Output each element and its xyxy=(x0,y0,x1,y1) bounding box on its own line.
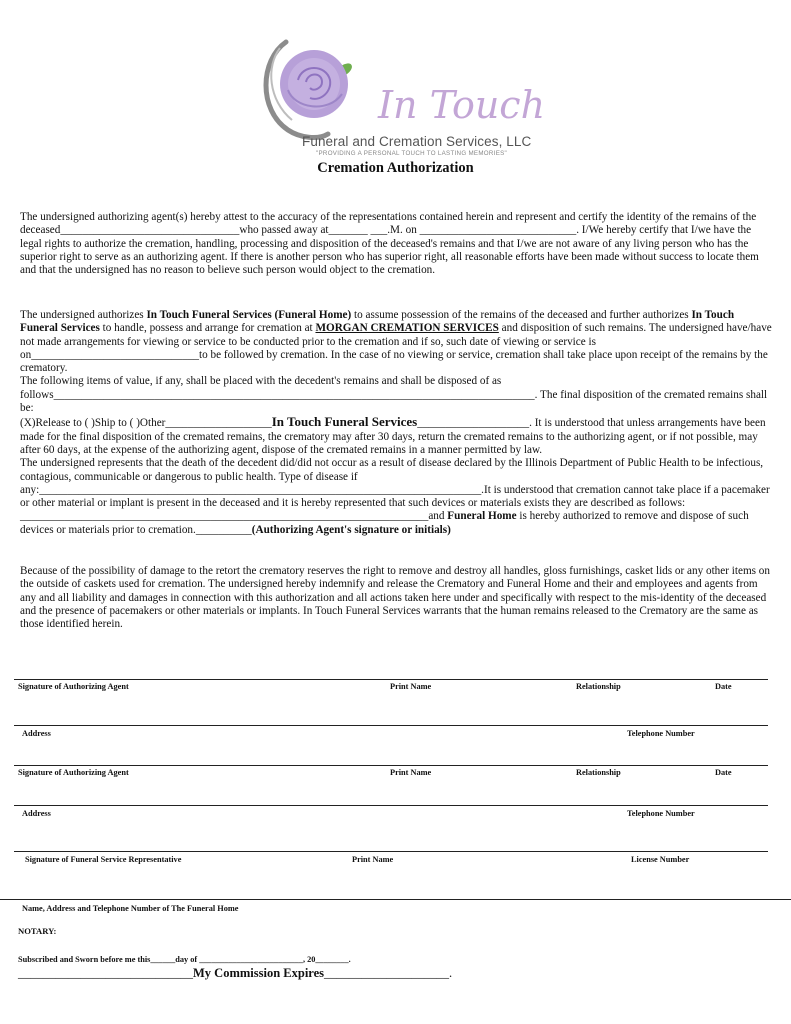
signature-line-representative[interactable] xyxy=(14,851,768,852)
address-2-label: Address xyxy=(22,809,51,818)
attestation-text: The undersigned authorizing agent(s) hereby attest to the accuracy of the representations contained herein and represent and certify the identity of the remains of the deceased________________________________who passed away at_______ ___.M. on ____________________________. I/We hereby certify that I/we have the legal rights to authorize the cremation, handling, processing and disposition of the deceased's remains and that I/we are not aware of any living person who has the superior right to serve as an authorizing agent. If there is another person who has superior right, all reasonable efforts have been made without success to locate them and that the undersigned has no reason to believe such person would object to the cremation. xyxy=(20,211,759,277)
page-title: Cremation Authorization xyxy=(317,160,474,176)
items-of-value-text: The following items of value, if any, shall be placed with the decedent's remains and shall be disposed of as follows______________________________________________________________________________________. The final disposition of the cremated remains shall be: xyxy=(20,375,768,415)
signature-line-agent-2[interactable] xyxy=(14,765,768,766)
telephone-1-label: Telephone Number xyxy=(627,729,695,738)
date-2-label: Date xyxy=(715,768,732,777)
company-name: Funeral and Cremation Services, LLC xyxy=(302,134,532,149)
indemnity-paragraph xyxy=(20,565,772,631)
attestation-paragraph xyxy=(20,211,772,277)
disease-text: The undersigned represents that the death of the decedent did/did not occur as a result of disease declared by the Illinois Department of Public Health to be infectious, contagious, communicable or dangerous to public health. Type of disease if any:_______________________________________________________________________________.It is understood that cremation cannot take place if a pacemaker or other material or implant is present in the deceased and it is hereby represented that such devices or materials exists they are described as follows: _________________________________________________________________________and Funeral Home is hereby authorized to remove and dispose of such devices or materials prior to cremation.__________(Authorizing Agent's signature or initials) xyxy=(20,457,770,536)
company-tagline: "PROVIDING A PERSONAL TOUCH TO LASTING MEMORIES" xyxy=(316,150,508,157)
print-name-2-label: Print Name xyxy=(390,768,432,777)
commission-line[interactable]: ____________________________My Commission Expires____________________. xyxy=(18,966,453,980)
signature-line-agent-1[interactable] xyxy=(14,679,768,680)
funeral-home-label: Name, Address and Telephone Number of The Funeral Home xyxy=(22,904,239,913)
disposition-fill: In Touch Funeral Services xyxy=(271,414,418,430)
telephone-2-label: Telephone Number xyxy=(627,809,695,818)
funeral-home-line[interactable] xyxy=(0,899,791,900)
indemnity-text: Because of the possibility of damage to the retort the crematory reserves the right to remove and destroy all handles, gloss furnishings, casket lids or any other items on the outside of caskets used for cremation. The undersigned hereby indemnify and release the Crematory and Funeral Home and their and employees and agents from any and all liability and damages in connection with this authorization and all actions taken here under and specifically with respect to the mis-identity of the deceased and the presence of pacemakers or other materials or implants. In Touch Funeral Services warrants that the human remains released to the Crematory are the same as those identified herein. xyxy=(20,565,770,631)
license-label: License Number xyxy=(631,855,690,864)
print-name-3-label: Print Name xyxy=(352,855,394,864)
notary-label: NOTARY: xyxy=(18,926,57,936)
address-line-1[interactable] xyxy=(14,725,768,726)
sig-rep-label: Signature of Funeral Service Representative xyxy=(25,855,182,864)
date-1-label: Date xyxy=(715,682,732,691)
logo-script-text: In Touch xyxy=(378,83,546,127)
rose-icon xyxy=(280,50,348,118)
sworn-line[interactable]: Subscribed and Sworn before me this______day of _________________________, 20________. xyxy=(18,955,351,964)
disposition-text: (X)Release to ( )Ship to ( )Other___________________In Touch Funeral Services____________________. It is understood that unless arrangements have been made for the final disposition of the cremated remains, the crematory may after 30 days, return the cremated remains to the authorizing agent, or if not possible, may after 60 days, at the expense of the authorizing agent, dispose of the cremated remains in a manner permitted by law. xyxy=(20,414,766,456)
address-line-2[interactable] xyxy=(14,805,768,806)
address-1-label: Address xyxy=(22,729,51,738)
relationship-2-label: Relationship xyxy=(576,768,621,777)
sig-agent-1-label: Signature of Authorizing Agent xyxy=(18,682,129,691)
print-name-1-label: Print Name xyxy=(390,682,432,691)
relationship-1-label: Relationship xyxy=(576,682,621,691)
sig-agent-2-label: Signature of Authorizing Agent xyxy=(18,768,129,777)
authorization-text: The undersigned authorizes In Touch Funeral Services (Funeral Home) to assume possession of the remains of the deceased and further authorizes In Touch Funeral Services to handle, possess and arrange for cremation at MORGAN CREMATION SERVICES and disposition of such remains. The undersigned have/have not made arrangements for viewing or service to be conducted prior to the cremation and if so, such date of viewing or service is on______________________________to be followed by cremation. In the case of no viewing or service, cremation shall take place upon receipt of the remains by the crematory. xyxy=(20,309,772,375)
authorization-paragraph xyxy=(20,309,772,537)
